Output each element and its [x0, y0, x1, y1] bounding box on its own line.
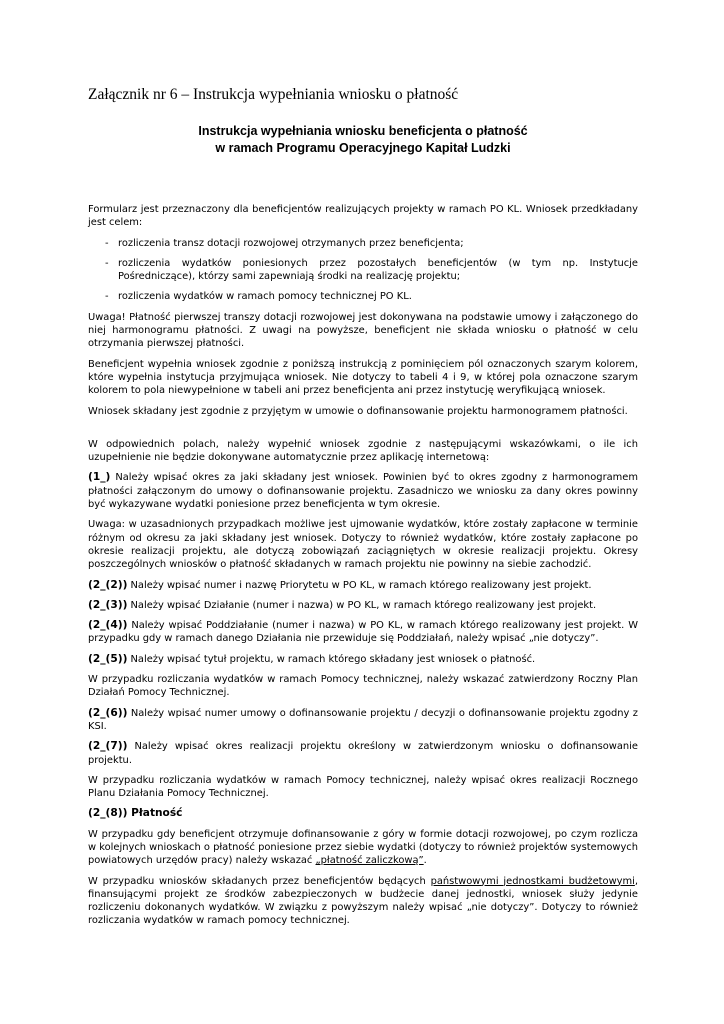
paragraph-text-continued: , finansującymi projekt ze środków zabezpieczonych w budżecie danej jednostki, wniosek służy jedynie rozliczeniu dokonanych wydatków. W związku z powyższym należy wpisać „nie dotyczy”. Dotyczy to również rozliczania wydatków w ramach pomocy technicznej. — [88, 875, 638, 927]
list-item-text: rozliczenia transz dotacji rozwojowej otrzymanych przez beneficjenta; — [118, 237, 464, 249]
field-1-instruction — [88, 471, 638, 511]
dash-bullet: - — [105, 257, 109, 269]
field-2-4-instruction — [88, 619, 638, 646]
field-text: Należy wpisać numer umowy o dofinansowanie projektu / decyzji o dofinansowanie projektu zgodny z KSI. — [88, 707, 638, 732]
field-2-6-instruction — [88, 707, 638, 734]
field-2-7-instruction — [88, 740, 638, 767]
field-2-8-paragraph-2 — [88, 875, 638, 928]
document-title: Załącznik nr 6 – Instrukcja wypełniania wniosku o płatność — [88, 86, 459, 103]
underlined-term: „płatność zaliczkową” — [315, 855, 424, 867]
guidelines-paragraph: W odpowiednich polach, należy wypełnić wniosek zgodnie z następującymi wskazówkami, o ile ich uzupełnienie nie będzie dokonywane automatycznie przez aplikację internetową: — [88, 438, 638, 464]
dash-bullet: - — [105, 291, 109, 303]
field-2-7-note: W przypadku rozliczania wydatków w ramach Pomocy technicznej, należy wpisać okres realizacji Rocznego Planu Działania Pomocy Technicznej. — [88, 774, 638, 800]
schedule-paragraph: Wniosek składany jest zgodnie z przyjętym w umowie o dofinansowanie projektu harmonogramem płatności. — [88, 405, 628, 417]
field-2-5-instruction — [88, 653, 638, 666]
list-item — [88, 237, 638, 250]
list-item — [88, 257, 638, 284]
list-item — [88, 290, 638, 303]
heading-line-1: Instrukcja wypełniania wniosku beneficjenta o płatność — [198, 124, 528, 138]
field-title: Płatność — [127, 807, 183, 820]
field-label: (2_(7)) — [88, 740, 128, 753]
underlined-term: państwowymi jednostkami budżetowymi — [430, 875, 635, 887]
intro-paragraph: Formularz jest przeznaczony dla beneficjentów realizujących projekty w ramach PO KL. Wniosek przedkładany jest celem: — [88, 204, 638, 229]
warning-paragraph: Uwaga! Płatność pierwszej transzy dotacji rozwojowej jest dokonywana na podstawie umowy i załączonego do niej harmonogramu płatności. Z uwagi na powyższe, beneficjent nie składa wniosku o płatność w celu otrzymania pierwszej płatności. — [88, 311, 638, 350]
paragraph-text: W przypadku wniosków składanych przez beneficjentów będących — [88, 875, 431, 887]
field-label: (2_(2)) — [88, 578, 128, 591]
field-label: (2_(8)) — [88, 807, 128, 820]
field-2-5-note: W przypadku rozliczania wydatków w ramach Pomocy technicznej, należy wskazać zatwierdzony Roczny Plan Działań Pomocy Technicznej. — [88, 674, 638, 699]
purpose-list — [88, 237, 638, 304]
dash-bullet: - — [105, 237, 109, 249]
field-2-8-paragraph-1 — [88, 828, 638, 868]
field-text: Należy wpisać Działanie (numer i nazwa) w PO KL, w ramach którego realizowany jest projekt. — [127, 599, 597, 611]
field-text: Należy wpisać okres za jaki składany jest wniosek. Powinien być to okres zgodny z harmonogramem płatności załączonym do umowy o dofinansowanie projektu. Zasadniczo we wniosku za dany okres powinny być wykazywane wydatki poniesione przez beneficjenta w tym okresie. — [88, 472, 638, 511]
paragraph-end: . — [423, 855, 427, 867]
field-label: (1_) — [88, 471, 111, 484]
document-body — [88, 203, 638, 935]
grey-fields-paragraph: Beneficjent wypełnia wniosek zgodnie z poniższą instrukcją z pominięciem pól oznaczonych szarym kolorem, które wypełnia instytucja przyjmująca wniosek. Nie dotyczy to tabeli 4 i 9, w której pola oznaczone szarym kolorem to pola niewypełnione w tabeli ani przez beneficjenta ani przez instytucję weryfikującą wniosek. — [88, 358, 638, 397]
field-2-3-instruction — [88, 599, 638, 612]
list-item-text: rozliczenia wydatków w ramach pomocy technicznej PO KL. — [118, 291, 412, 303]
paragraph-text: W przypadku gdy beneficjent otrzymuje dofinansowanie z góry w formie dotacji rozwojowej, po czym rozlicza w kolejnych wnioskach o płatność poniesione przez siebie wydatki (dotyczy to również projektów systemowych powiatowych urzędów pracy) należy wskazać — [88, 828, 638, 867]
field-text: Należy wpisać tytuł projektu, w ramach którego składany jest wniosek o płatność. — [127, 653, 536, 665]
field-label: (2_(5)) — [88, 652, 128, 665]
field-2-2-instruction — [88, 579, 638, 592]
field-text: Należy wpisać okres realizacji projektu określony w zatwierdzonym wniosku o dofinansowanie projektu. — [88, 741, 638, 766]
field-text: Należy wpisać Poddziałanie (numer i nazwa) w PO KL, w ramach którego realizowany jest projekt. W przypadku gdy w ramach danego Działania nie przewiduje się Poddziałań, należy wpisać „nie dotyczy”. — [88, 620, 638, 645]
heading-line-2: w ramach Programu Operacyjnego Kapitał Ludzki — [215, 141, 511, 155]
list-item-text: rozliczenia wydatków poniesionych przez pozostałych beneficjentów (w tym np. Instytucje Pośredniczące), którzy sami zapewniają środki na realizację projektu; — [118, 257, 638, 283]
field-2-8-heading — [88, 807, 638, 820]
field-text: Należy wpisać numer i nazwę Priorytetu w PO KL, w ramach którego realizowany jest projekt. — [127, 579, 592, 591]
instruction-heading — [88, 123, 638, 157]
field-label: (2_(4)) — [88, 619, 128, 632]
field-label: (2_(3)) — [88, 598, 128, 611]
field-1-note: Uwaga: w uzasadnionych przypadkach możliwe jest ujmowanie wydatków, które zostały zapłacone w terminie różnym od okresu za jaki składany jest wniosek. Dotyczy to również wydatków, które zostały zapłacone po okresie realizacji projektu, ale dotyczą zobowiązań zaciągniętych w okresie realizacji projektu. Okresy poszczególnych wniosków o płatność składanych w ramach projektu nie powinny na siebie zachodzić. — [88, 519, 638, 571]
field-label: (2_(6)) — [88, 706, 128, 719]
